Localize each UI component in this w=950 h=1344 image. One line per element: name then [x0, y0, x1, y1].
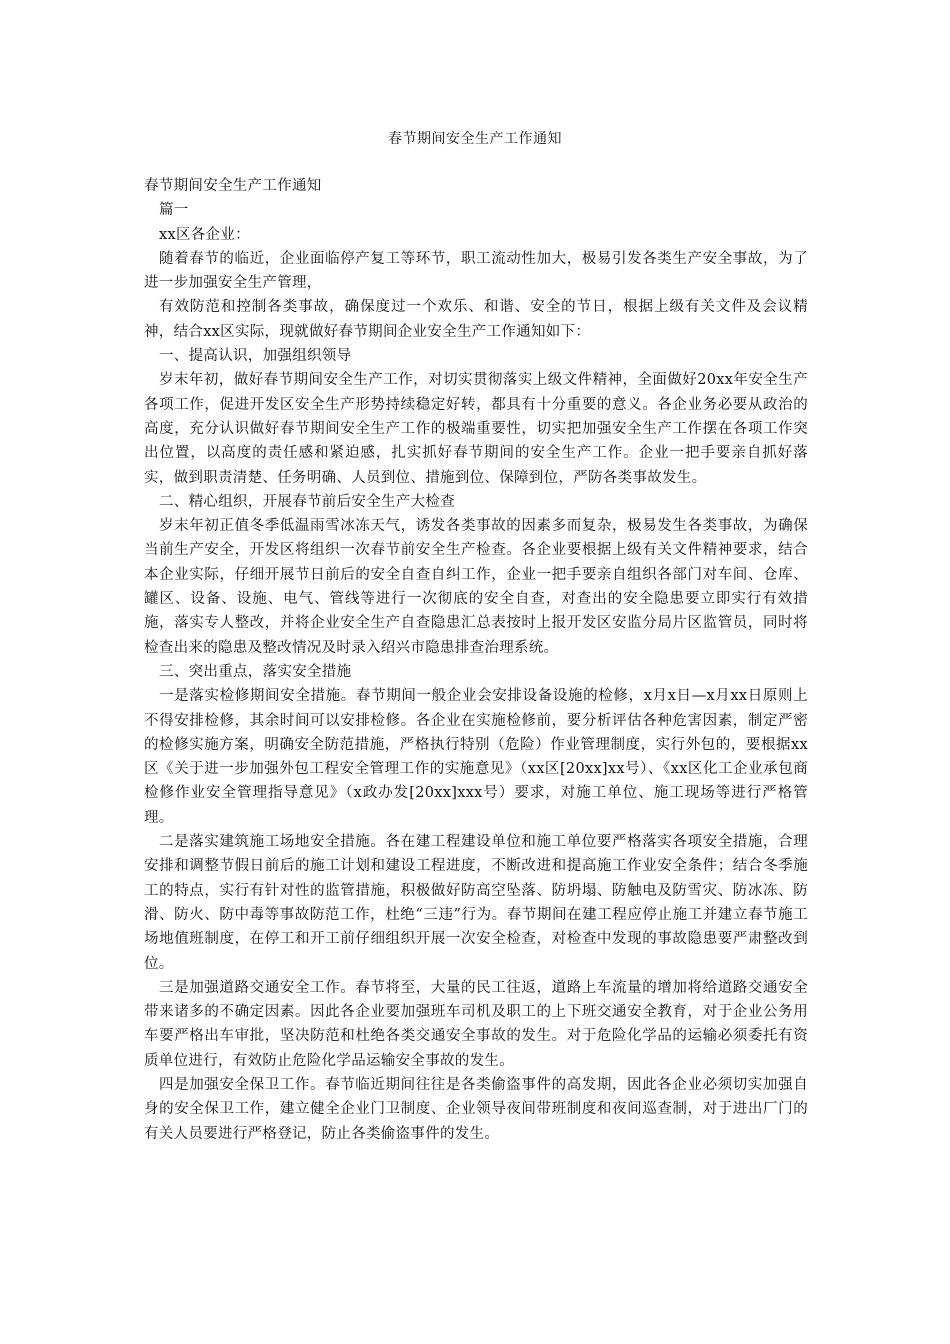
document-title: 春节期间安全生产工作通知: [388, 131, 562, 147]
addressee: xx区各企业：: [159, 226, 250, 243]
body-paragraph: 有效防范和控制各类事故，确保度过一个欢乐、和谐、安全的节日，根据上级有关文件及会议精神，结合xx区实际，现就做好春节期间企业安全生产工作通知如下：: [144, 299, 808, 340]
body-paragraph: 二是落实建筑施工场地安全措施。各在建工程建设单位和施工单位要严格落实各项安全措施，合理安排和调整节假日前后的施工计划和建设工程进度，不断改进和提高施工作业安全条件；结合冬季施工的特点，实行有针对性的监管措施，积极做好防高空坠落、防坍塌、防触电及防雪灾、防冰冻、防滑、防火、防中毒等事故防范工作，杜绝“三违”行为。春节期间在建工程应停止施工并建立春节施工场地值班制度，在停工和开工前仔细组织开展一次安全检查，对检查中发现的事故隐患要严肃整改到位。: [144, 834, 808, 972]
document-subtitle: 春节期间安全生产工作通知: [144, 178, 322, 194]
body-paragraph: 一是落实检修期间安全措施。春节期间一般企业会安排设备设施的检修，x月x日—x月xx日原则上不得安排检修，其余时间可以安排检修。各企业在实施检修前，要分析评估各种危害因素，制定严密的检修实施方案，明确安全防范措施，严格执行特别（危险）作业管理制度，实行外包的，要根据xx区《关于进一步加强外包工程安全管理工作的实施意见》（xx区[20xx]xx号）、《xx区化工企业承包商检修作业安全管理指导意见》（x政办发[20xx]xxx号）要求，对施工单位、施工现场等进行严格管理。: [144, 688, 808, 826]
body-paragraph: 三是加强道路交通安全工作。春节将至，大量的民工往返，道路上车流量的增加将给道路交通安全带来诸多的不确定因素。因此各企业要加强班车司机及职工的上下班交通安全教育，对于企业公务用车要严格出车审批，坚决防范和杜绝各类交通安全事故的发生。对于危险化学品的运输必须委托有资质单位进行，有效防止危险化学品运输安全事故的发生。: [144, 979, 808, 1069]
body-paragraph: 随着春节的临近，企业面临停产复工等环节，职工流动性加大，极易引发各类生产安全事故，为了进一步加强安全生产管理，: [144, 250, 808, 292]
body-paragraph: 四是加强安全保卫工作。春节临近期间往往是各类偷盗事件的高发期，因此各企业必须切实加强自身的安全保卫工作，建立健全企业门卫制度、企业领导夜间带班制度和夜间巡查制，对于进出厂门的有关人员要进行严格登记，防止各类偷盗事件的发生。: [144, 1076, 808, 1142]
section-heading: 三、突出重点，落实安全措施: [159, 663, 352, 680]
section-label: 篇一: [159, 202, 189, 219]
body-paragraph: 岁末年初正值冬季低温雨雪冰冻天气，诱发各类事故的因素多而复杂，极易发生各类事故，为确保当前生产安全，开发区将组织一次春节前安全生产检查。各企业要根据上级有关文件精神要求，结合本企业实际，仔细开展节日前后的安全自查自纠工作，企业一把手要亲自组织各部门对车间、仓库、罐区、设备、设施、电气、管线等进行一次彻底的安全自查，对查出的安全隐患要立即实行有效措施，落实专人整改，并将企业安全生产自查隐患汇总表按时上报开发区安监分局片区监管员，同时将检查出来的隐患及整改情况及时录入绍兴市隐患排查治理系统。: [144, 518, 808, 656]
document-body: [144, 174, 808, 1146]
body-paragraph: 岁末年初，做好春节期间安全生产工作，对切实贯彻落实上级文件精神，全面做好20xx年安全生产各项工作，促进开发区安全生产形势持续稳定好转，都具有十分重要的意义。各企业务必要从政治的高度，充分认识做好春节期间安全生产工作的极端重要性，切实把加强安全生产工作摆在各项工作突出位置，以高度的责任感和紧迫感，扎实抓好春节期间的安全生产工作。企业一把手要亲自抓好落实，做到职责清楚、任务明确、人员到位、措施到位、保障到位，严防各类事故发生。: [144, 372, 808, 486]
section-heading: 二、精心组织，开展春节前后安全生产大检查: [159, 493, 455, 510]
section-heading: 一、提高认识，加强组织领导: [159, 348, 352, 365]
